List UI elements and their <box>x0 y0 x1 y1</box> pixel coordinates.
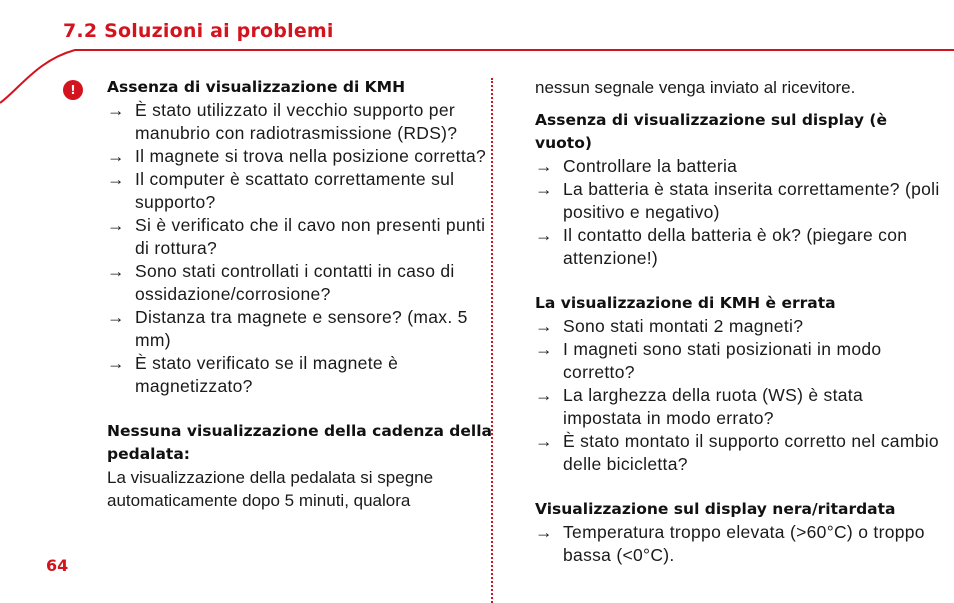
list-item: → Distanza tra magnete e sensore? (max. 5 mm) <box>107 307 468 350</box>
arrow-icon: → <box>107 307 125 327</box>
list-display-empty <box>535 155 940 270</box>
section-heading: 7.2 Soluzioni ai problemi <box>63 20 334 42</box>
list-item: → È stato utilizzato il vecchio supporto per manubrio con radiotrasmissione (RDS)? <box>107 100 458 143</box>
cadence-text: La visualizzazione della pedalata si spegne automaticamente dopo 5 minuti, qualora <box>107 468 434 510</box>
section-title-display-dark: Visualizzazione sul display nera/ritardata <box>535 500 896 518</box>
list-item: → Temperatura troppo elevata (>60°C) o troppo bassa (<0°C). <box>535 522 925 565</box>
section-title-cadence: Nessuna visualizzazione della cadenza della pedalata: <box>107 422 493 463</box>
section-title-kmh-missing: Assenza di visualizzazione di KMH <box>107 78 406 96</box>
arrow-icon: → <box>107 261 125 281</box>
list-item: → È stato montato il supporto corretto nel cambio delle bicicletta? <box>535 431 939 474</box>
section-title-display-empty: Assenza di visualizzazione sul display (è vuoto) <box>535 111 887 152</box>
section-title-kmh-wrong: La visualizzazione di KMH è errata <box>535 294 836 312</box>
arrow-icon: → <box>535 156 553 176</box>
list-item: → Sono stati controllati i contatti in caso di ossidazione/corrosione? <box>107 261 455 304</box>
list-item: → I magneti sono stati posizionati in modo corretto? <box>535 339 882 382</box>
list-kmh-wrong <box>535 315 940 476</box>
warning-icon: ! <box>63 80 83 100</box>
list-item: → Controllare la batteria <box>535 156 738 176</box>
arrow-icon: → <box>107 146 125 166</box>
arrow-icon: → <box>535 339 553 359</box>
arrow-icon: → <box>535 179 553 199</box>
list-item: → Il computer è scattato correttamente sul supporto? <box>107 169 455 212</box>
arrow-icon: → <box>535 316 553 336</box>
arrow-icon: → <box>107 100 125 120</box>
continuation-text: nessun segnale venga inviato al ricevitore. <box>535 78 856 97</box>
arrow-icon: → <box>535 385 553 405</box>
list-item: → La larghezza della ruota (WS) è stata impostata in modo errato? <box>535 385 863 428</box>
arrow-icon: → <box>535 225 553 245</box>
list-item: → La batteria è stata inserita correttamente? (poli positivo e negativo) <box>535 179 940 222</box>
arrow-icon: → <box>535 522 553 542</box>
arrow-icon: → <box>107 169 125 189</box>
page-number: 64 <box>46 556 69 575</box>
arrow-icon: → <box>107 353 125 373</box>
list-display-dark <box>535 521 940 567</box>
list-kmh-missing <box>107 99 492 398</box>
list-item: → È stato verificato se il magnete è magnetizzato? <box>107 353 399 396</box>
list-item: → Il contatto della batteria è ok? (piegare con attenzione!) <box>535 225 908 268</box>
arrow-icon: → <box>535 431 553 451</box>
list-item: → Il magnete si trova nella posizione corretta? <box>107 146 487 166</box>
arrow-icon: → <box>107 215 125 235</box>
left-column <box>107 76 492 512</box>
list-item: → Si è verificato che il cavo non presenti punti di rottura? <box>107 215 486 258</box>
list-item: → Sono stati montati 2 magneti? <box>535 316 804 336</box>
right-column <box>535 76 940 567</box>
